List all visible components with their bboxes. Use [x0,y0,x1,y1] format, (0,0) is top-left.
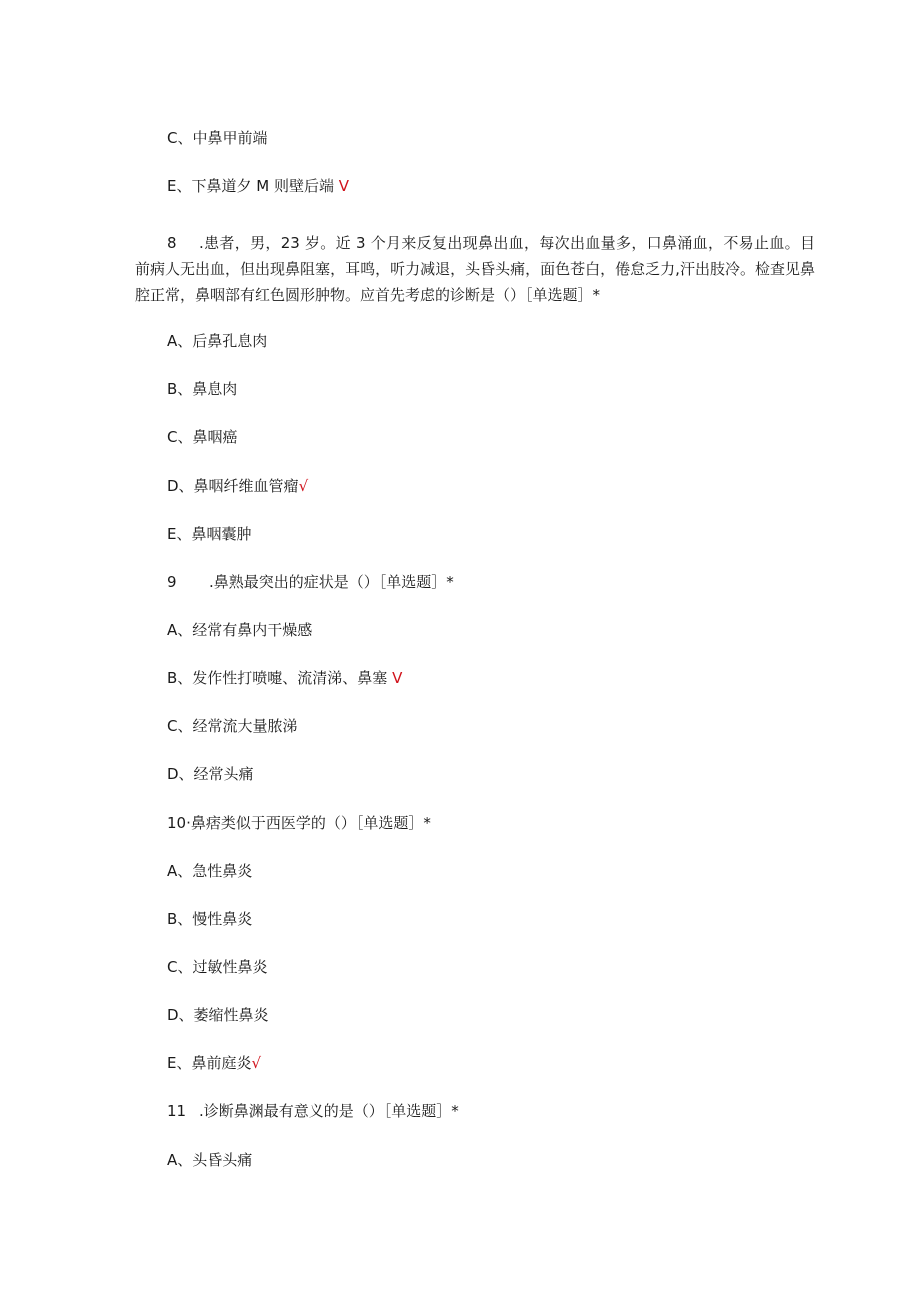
question-number: 9 [167,573,177,591]
option-c-q7 [167,128,267,148]
question-text: .患者，男，23 岁。近 3 个月来反复出现鼻出血，每次出血量多，口鼻涌血，不易止血。目前病人无出血，但出现鼻阻塞，耳鸣，听力减退，头昏头痛，面色苍白，倦怠乏力,汗出肢冷。检查见鼻腔正常，鼻咽部有红色圆形肿物。应首先考虑的诊断是（）［单选题］* [135,234,815,304]
option-text: B、发作性打喷嚏、流清涕、鼻塞 [167,669,388,687]
question-11 [167,1101,459,1121]
question-text: .鼻熟最突出的症状是（）［单选题］* [209,573,454,591]
question-number: 11 [167,1102,187,1120]
option-text: B、慢性鼻炎 [167,910,253,928]
option-text: C、经常流大量脓涕 [167,717,298,735]
option-a-q10 [167,861,252,881]
correct-mark: V [387,669,403,687]
option-text: A、经常有鼻内干燥感 [167,621,313,639]
option-text: D、经常头痛 [167,765,254,783]
correct-mark: √ [298,477,309,495]
option-b-q10 [167,909,252,929]
option-b-q9 [167,668,402,688]
correct-mark: V [333,177,349,195]
question-9 [167,572,454,592]
option-c-q10 [167,957,267,977]
option-e-q7 [167,176,349,196]
option-c-q9 [167,716,297,736]
option-d-q10 [167,1005,269,1025]
option-a-q11 [167,1150,252,1170]
option-text: A、后鼻孔息肉 [167,332,268,350]
option-e-q8 [167,524,251,544]
option-text: C、中鼻甲前端 [167,129,268,147]
option-text: E、下鼻道夕 M 则壁后端 [167,177,334,195]
option-c-q8 [167,427,237,447]
question-10 [167,813,431,833]
option-text: D、萎缩性鼻炎 [167,1006,269,1024]
option-b-q8 [167,379,237,399]
option-a-q8 [167,331,267,351]
option-text: A、头昏头痛 [167,1151,253,1169]
option-e-q10 [167,1053,261,1073]
option-text: D、鼻咽纤维血管瘤 [167,477,299,495]
option-d-q8 [167,476,308,496]
question-number: 8 [167,234,177,252]
option-text: E、鼻咽囊肿 [167,525,252,543]
correct-mark: √ [251,1054,262,1072]
option-d-q9 [167,764,254,784]
option-text: A、急性鼻炎 [167,862,253,880]
question-text: .诊断鼻渊最有意义的是（）［单选题］* [199,1102,459,1120]
option-text: C、鼻咽癌 [167,428,238,446]
option-text: E、鼻前庭炎 [167,1054,252,1072]
option-text: B、鼻息肉 [167,380,238,398]
question-text: 10·鼻痞类似于西医学的（）［单选题］* [167,814,431,832]
question-8 [135,230,815,308]
option-a-q9 [167,620,312,640]
option-text: C、过敏性鼻炎 [167,958,268,976]
